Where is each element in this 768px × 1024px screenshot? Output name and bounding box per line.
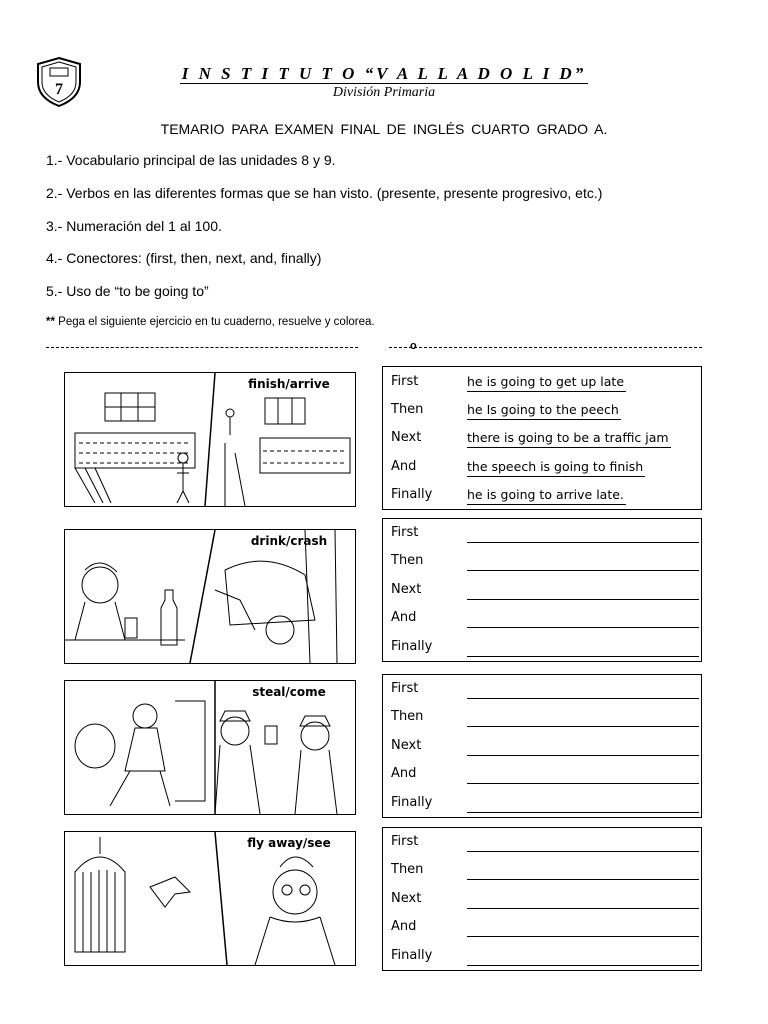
answer-row	[391, 738, 701, 758]
answer-row	[391, 834, 701, 854]
answer-box-3	[382, 674, 702, 818]
picture-drink-crash	[64, 529, 356, 664]
connector-word: And	[391, 610, 417, 625]
connector-word: First	[391, 681, 419, 696]
note-text: Pega el siguiente ejercicio en tu cuaderno, resuelve y colorea.	[54, 316, 375, 328]
scene-fly-away-see-illustration	[65, 832, 355, 965]
answer-row	[391, 681, 701, 701]
answer-line[interactable]: he Is going to the peech	[467, 402, 621, 420]
picture-steal-come	[64, 680, 356, 815]
answer-row	[391, 487, 701, 507]
connector-word: And	[391, 459, 417, 474]
answer-row	[391, 525, 701, 545]
answer-line[interactable]	[467, 681, 699, 699]
connector-word: First	[391, 525, 419, 540]
answer-line[interactable]	[467, 639, 699, 657]
topic-item-4: 4.- Conectores: (first, then, next, and, finally)	[46, 250, 322, 266]
section-divider	[46, 340, 702, 354]
answer-row	[391, 582, 701, 602]
answer-row	[391, 709, 701, 729]
answer-row	[391, 610, 701, 630]
topic-item-1: 1.- Vocabulario principal de las unidades 8 y 9.	[46, 152, 336, 168]
answer-row	[391, 402, 701, 422]
topic-item-2: 2.- Verbos en las diferentes formas que se han visto. (presente, presente progresivo, etc.)	[46, 185, 603, 201]
connector-word: First	[391, 834, 419, 849]
answer-row	[391, 919, 701, 939]
answer-line[interactable]	[467, 766, 699, 784]
connector-word: Finally	[391, 948, 433, 963]
connector-word: First	[391, 374, 419, 389]
connector-word: Next	[391, 891, 422, 906]
topic-item-3: 3.- Numeración del 1 al 100.	[46, 218, 222, 234]
answer-row	[391, 862, 701, 882]
division-subtitle: División Primaria	[332, 85, 436, 100]
picture-fly-away-see	[64, 831, 356, 966]
answer-line[interactable]	[467, 948, 699, 966]
divider-line-right	[389, 347, 702, 348]
answer-row	[391, 795, 701, 815]
connector-word: Next	[391, 738, 422, 753]
page-heading: TEMARIO PARA EXAMEN FINAL DE INGLÉS CUARTO GRADO A.	[160, 121, 608, 137]
scene-auditorium-illustration	[65, 373, 355, 506]
connector-word: Next	[391, 430, 422, 445]
connector-word: And	[391, 766, 417, 781]
connector-word: Then	[391, 862, 424, 877]
connector-word: Next	[391, 582, 422, 597]
answer-line[interactable]: the speech is going to finish	[467, 459, 645, 477]
answer-line[interactable]	[467, 525, 699, 543]
answer-row	[391, 766, 701, 786]
school-name: I N S T I T U T O “V A L L A D O L I D”	[181, 64, 587, 83]
answer-line[interactable]: there is going to be a traffic jam	[467, 430, 671, 448]
scene-drink-crash-illustration	[65, 530, 355, 663]
connector-word: Finally	[391, 487, 433, 502]
answer-box-1	[382, 366, 702, 510]
answer-line[interactable]	[467, 919, 699, 937]
answer-line[interactable]	[467, 891, 699, 909]
scene-steal-come-illustration	[65, 681, 355, 814]
answer-line[interactable]	[467, 610, 699, 628]
school-title	[0, 64, 768, 84]
answer-row	[391, 374, 701, 394]
picture-label: drink/crash	[250, 534, 328, 548]
topic-item-5: 5.- Uso de “to be going to”	[46, 283, 209, 299]
connector-word: Then	[391, 709, 424, 724]
connector-word: Then	[391, 553, 424, 568]
answer-row	[391, 459, 701, 479]
connector-word: Then	[391, 402, 424, 417]
answer-box-4	[382, 827, 702, 971]
picture-label: steal/come	[252, 685, 326, 699]
answer-row	[391, 948, 701, 968]
answer-line[interactable]	[467, 862, 699, 880]
connector-word: Finally	[391, 795, 433, 810]
answer-row	[391, 430, 701, 450]
answer-line[interactable]	[467, 582, 699, 600]
picture-label: fly away/see	[247, 836, 331, 850]
divider-line-left	[46, 347, 358, 348]
answer-line[interactable]: he is going to arrive late.	[467, 487, 626, 505]
answer-line[interactable]	[467, 738, 699, 756]
answer-line[interactable]	[467, 553, 699, 571]
picture-label: finish/arrive	[248, 377, 330, 391]
connector-word: And	[391, 919, 417, 934]
picture-finish-arrive	[64, 372, 356, 507]
answer-box-2	[382, 518, 702, 662]
connector-word: Finally	[391, 639, 433, 654]
answer-line[interactable]	[467, 834, 699, 852]
answer-line[interactable]	[467, 709, 699, 727]
logo-number: 7	[55, 81, 63, 98]
answer-row	[391, 553, 701, 573]
answer-row	[391, 639, 701, 659]
instruction-note	[46, 316, 375, 328]
answer-row	[391, 891, 701, 911]
answer-line[interactable]: he is going to get up late	[467, 374, 626, 392]
divider-mark: o	[410, 340, 417, 352]
note-stars: **	[46, 316, 55, 328]
answer-line[interactable]	[467, 795, 699, 813]
